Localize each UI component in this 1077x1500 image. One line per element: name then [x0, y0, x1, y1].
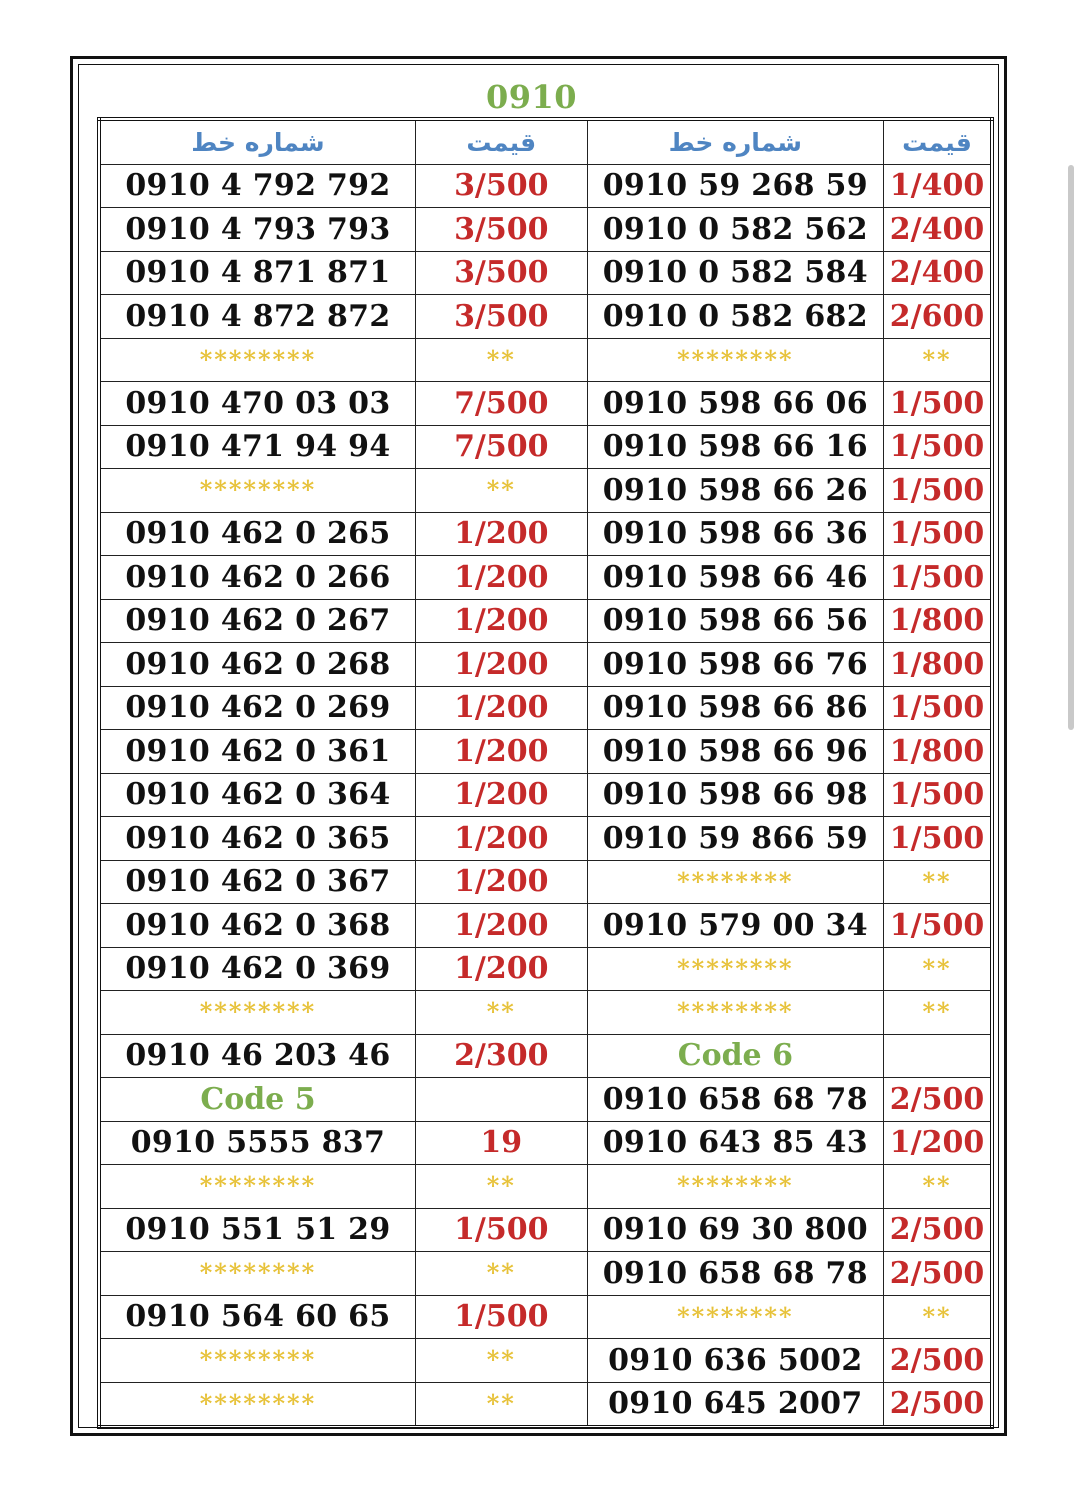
separator-stars: ********: [99, 1165, 415, 1209]
number-right: 0910 59 268 59: [587, 164, 883, 208]
separator-stars: **: [883, 1295, 992, 1339]
separator-stars: ********: [99, 1382, 415, 1427]
price-left: 1/200: [415, 904, 587, 948]
price-left: 1/200: [415, 556, 587, 600]
table-row: [99, 1339, 992, 1383]
price-right: 1/500: [883, 686, 992, 730]
separator-stars: ********: [587, 947, 883, 991]
table-row: [99, 817, 992, 861]
price-left: 3/500: [415, 208, 587, 252]
number-left: 0910 462 0 364: [99, 773, 415, 817]
number-left: 0910 551 51 29: [99, 1208, 415, 1252]
number-right: 0910 658 68 78: [587, 1078, 883, 1122]
number-right: 0910 0 582 682: [587, 295, 883, 339]
header-price-right: قیمت: [883, 119, 992, 164]
number-left: 0910 462 0 266: [99, 556, 415, 600]
separator-stars: **: [415, 1339, 587, 1383]
separator-stars: ********: [587, 338, 883, 382]
price-left: 1/200: [415, 686, 587, 730]
price-right: 1/800: [883, 643, 992, 687]
separator-stars: **: [415, 469, 587, 513]
number-right: 0910 0 582 584: [587, 251, 883, 295]
number-right: 0910 598 66 36: [587, 512, 883, 556]
table-row: [99, 643, 992, 687]
price-right: 2/500: [883, 1208, 992, 1252]
price-right: 1/800: [883, 730, 992, 774]
code-label: Code 6: [587, 1034, 883, 1078]
table-row: [99, 164, 992, 208]
separator-stars: **: [415, 1165, 587, 1209]
separator-stars: **: [883, 947, 992, 991]
number-left: 0910 462 0 369: [99, 947, 415, 991]
price-left: 1/500: [415, 1295, 587, 1339]
table-row: [99, 208, 992, 252]
price-left: 7/500: [415, 382, 587, 426]
price-left: 3/500: [415, 251, 587, 295]
table-row: [99, 382, 992, 426]
price-left: 1/200: [415, 643, 587, 687]
table-row: [99, 730, 992, 774]
code-label: Code 5: [99, 1078, 415, 1122]
number-right: 0910 598 66 16: [587, 425, 883, 469]
separator-stars: ********: [587, 1165, 883, 1209]
table-row: [99, 251, 992, 295]
number-right: 0910 598 66 56: [587, 599, 883, 643]
price-right: 1/500: [883, 556, 992, 600]
price-right: 1/500: [883, 904, 992, 948]
number-left: 0910 4 872 872: [99, 295, 415, 339]
table-row: [99, 1034, 992, 1078]
number-right: 0910 598 66 06: [587, 382, 883, 426]
table-row: [99, 686, 992, 730]
number-left: 0910 4 792 792: [99, 164, 415, 208]
header-row: [99, 119, 992, 164]
separator-stars: **: [415, 338, 587, 382]
number-left: 0910 462 0 368: [99, 904, 415, 948]
number-left: 0910 470 03 03: [99, 382, 415, 426]
price-right: 2/400: [883, 208, 992, 252]
price-left: 1/200: [415, 947, 587, 991]
price-left: 1/200: [415, 817, 587, 861]
number-right: 0910 598 66 26: [587, 469, 883, 513]
table-row: [99, 904, 992, 948]
table-row: [99, 1165, 992, 1209]
header-number-left: شماره خط: [99, 119, 415, 164]
table-row: [99, 1252, 992, 1296]
table-row: [99, 860, 992, 904]
price-right: 2/600: [883, 295, 992, 339]
price-left: 1/200: [415, 773, 587, 817]
price-right: 2/500: [883, 1339, 992, 1383]
price-left: 3/500: [415, 164, 587, 208]
price-right: 1/500: [883, 469, 992, 513]
number-left: 0910 46 203 46: [99, 1034, 415, 1078]
table-row: [99, 947, 992, 991]
separator-stars: **: [415, 1252, 587, 1296]
table-row: [99, 599, 992, 643]
price-left: [415, 1078, 587, 1122]
separator-stars: **: [883, 1165, 992, 1209]
table-row: [99, 773, 992, 817]
price-left: 1/200: [415, 860, 587, 904]
table-row: [99, 338, 992, 382]
separator-stars: **: [883, 991, 992, 1035]
number-right: 0910 598 66 98: [587, 773, 883, 817]
number-right: 0910 658 68 78: [587, 1252, 883, 1296]
number-right: 0910 69 30 800: [587, 1208, 883, 1252]
number-left: 0910 4 871 871: [99, 251, 415, 295]
table-row: [99, 991, 992, 1035]
separator-stars: **: [883, 860, 992, 904]
table-row: [99, 1121, 992, 1165]
number-left: 0910 462 0 361: [99, 730, 415, 774]
number-right: 0910 598 66 76: [587, 643, 883, 687]
price-right: 2/500: [883, 1078, 992, 1122]
table-row: [99, 1382, 992, 1427]
price-right: 2/500: [883, 1382, 992, 1427]
price-left: 1/200: [415, 512, 587, 556]
separator-stars: ********: [99, 338, 415, 382]
price-right: [883, 1034, 992, 1078]
header-price-left: قیمت: [415, 119, 587, 164]
number-right: 0910 636 5002: [587, 1339, 883, 1383]
price-right: 1/800: [883, 599, 992, 643]
number-left: 0910 462 0 367: [99, 860, 415, 904]
number-right: 0910 579 00 34: [587, 904, 883, 948]
number-right: 0910 598 66 96: [587, 730, 883, 774]
number-right: 0910 645 2007: [587, 1382, 883, 1427]
separator-stars: **: [883, 338, 992, 382]
number-left: 0910 4 793 793: [99, 208, 415, 252]
price-right: 1/500: [883, 512, 992, 556]
price-right: 1/400: [883, 164, 992, 208]
table-row: [99, 1208, 992, 1252]
number-right: 0910 0 582 562: [587, 208, 883, 252]
separator-stars: ********: [587, 1295, 883, 1339]
header-number-right: شماره خط: [587, 119, 883, 164]
price-right: 1/500: [883, 773, 992, 817]
separator-stars: ********: [587, 860, 883, 904]
scrollbar-thumb[interactable]: [1068, 165, 1074, 730]
separator-stars: **: [415, 1382, 587, 1427]
price-left: 2/300: [415, 1034, 587, 1078]
price-right: 2/400: [883, 251, 992, 295]
page-title: 0910: [485, 78, 578, 116]
number-right: 0910 643 85 43: [587, 1121, 883, 1165]
table-row: [99, 469, 992, 513]
number-right: 0910 598 66 46: [587, 556, 883, 600]
price-left: 19: [415, 1121, 587, 1165]
number-left: 0910 462 0 267: [99, 599, 415, 643]
price-left: 1/200: [415, 730, 587, 774]
price-table: [97, 117, 994, 1429]
number-left: 0910 462 0 265: [99, 512, 415, 556]
price-left: 1/500: [415, 1208, 587, 1252]
number-left: 0910 5555 837: [99, 1121, 415, 1165]
separator-stars: **: [415, 991, 587, 1035]
table-row: [99, 1078, 992, 1122]
separator-stars: ********: [99, 1339, 415, 1383]
separator-stars: ********: [587, 991, 883, 1035]
table-row: [99, 1295, 992, 1339]
separator-stars: ********: [99, 469, 415, 513]
price-table-body: [99, 119, 992, 1427]
price-right: 1/500: [883, 425, 992, 469]
separator-stars: ********: [99, 1252, 415, 1296]
number-left: 0910 564 60 65: [99, 1295, 415, 1339]
number-left: 0910 462 0 269: [99, 686, 415, 730]
table-row: [99, 425, 992, 469]
price-left: 3/500: [415, 295, 587, 339]
price-right: 1/500: [883, 817, 992, 861]
price-left: 7/500: [415, 425, 587, 469]
table-row: [99, 295, 992, 339]
table-row: [99, 512, 992, 556]
table-row: [99, 556, 992, 600]
price-right: 1/500: [883, 382, 992, 426]
number-left: 0910 471 94 94: [99, 425, 415, 469]
number-left: 0910 462 0 365: [99, 817, 415, 861]
price-left: 1/200: [415, 599, 587, 643]
separator-stars: ********: [99, 991, 415, 1035]
price-right: 2/500: [883, 1252, 992, 1296]
number-right: 0910 598 66 86: [587, 686, 883, 730]
price-right: 1/200: [883, 1121, 992, 1165]
number-left: 0910 462 0 268: [99, 643, 415, 687]
number-right: 0910 59 866 59: [587, 817, 883, 861]
